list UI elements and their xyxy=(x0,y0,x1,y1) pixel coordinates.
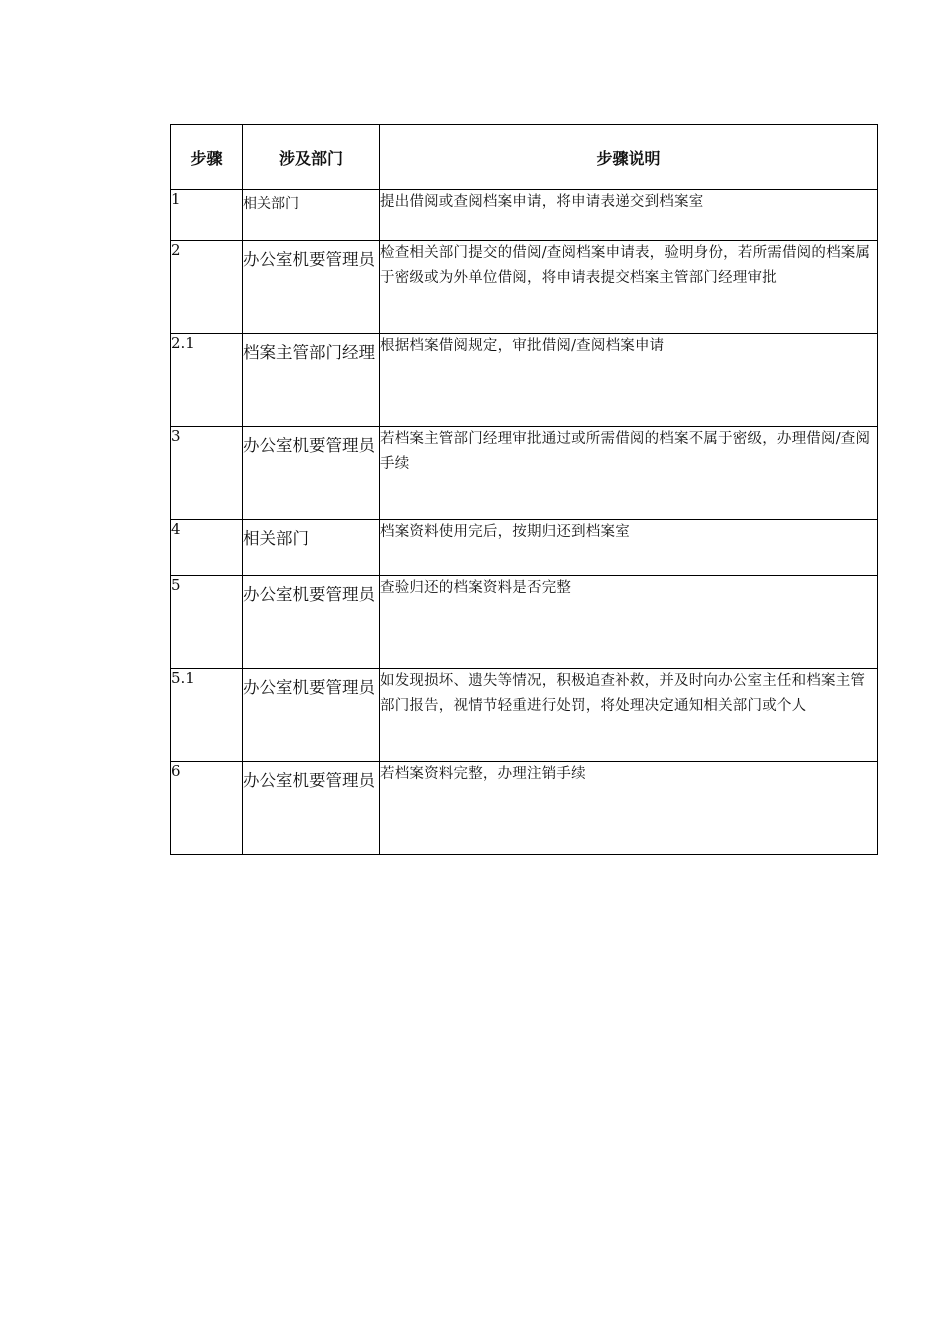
step-description: 若档案资料完整，办理注销手续 xyxy=(380,762,878,855)
step-number: 2 xyxy=(171,241,243,334)
step-description: 提出借阅或查阅档案申请，将申请表递交到档案室 xyxy=(380,190,878,241)
department: 办公室机要管理员 xyxy=(243,762,380,855)
table-row xyxy=(171,241,878,334)
department: 办公室机要管理员 xyxy=(243,241,380,334)
department: 档案主管部门经理 xyxy=(243,334,380,427)
step-number: 1 xyxy=(171,190,243,241)
step-number: 5 xyxy=(171,576,243,669)
step-number: 5.1 xyxy=(171,669,243,762)
table-header-row xyxy=(171,125,878,190)
step-description: 检查相关部门提交的借阅/查阅档案申请表，验明身份，若所需借阅的档案属于密级或为外单位借阅，将申请表提交档案主管部门经理审批 xyxy=(380,241,878,334)
step-description: 若档案主管部门经理审批通过或所需借阅的档案不属于密级，办理借阅/查阅手续 xyxy=(380,427,878,520)
department: 办公室机要管理员 xyxy=(243,669,380,762)
header-dept: 涉及部门 xyxy=(243,125,380,190)
department: 办公室机要管理员 xyxy=(243,427,380,520)
step-description: 查验归还的档案资料是否完整 xyxy=(380,576,878,669)
department: 相关部门 xyxy=(243,520,380,576)
step-number: 2.1 xyxy=(171,334,243,427)
department: 办公室机要管理员 xyxy=(243,576,380,669)
table-row xyxy=(171,334,878,427)
step-description: 如发现损坏、遗失等情况，积极追查补救，并及时向办公室主任和档案主管部门报告，视情节轻重进行处罚，将处理决定通知相关部门或个人 xyxy=(380,669,878,762)
procedure-table xyxy=(170,124,878,855)
step-number: 3 xyxy=(171,427,243,520)
table-row xyxy=(171,427,878,520)
step-number: 6 xyxy=(171,762,243,855)
step-number: 4 xyxy=(171,520,243,576)
header-desc: 步骤说明 xyxy=(380,125,878,190)
step-description: 档案资料使用完后，按期归还到档案室 xyxy=(380,520,878,576)
department: 相关部门 xyxy=(243,190,380,241)
table-row xyxy=(171,669,878,762)
table-row xyxy=(171,762,878,855)
table-row xyxy=(171,190,878,241)
header-step: 步骤 xyxy=(171,125,243,190)
step-description: 根据档案借阅规定，审批借阅/查阅档案申请 xyxy=(380,334,878,427)
table-row xyxy=(171,520,878,576)
table-row xyxy=(171,576,878,669)
